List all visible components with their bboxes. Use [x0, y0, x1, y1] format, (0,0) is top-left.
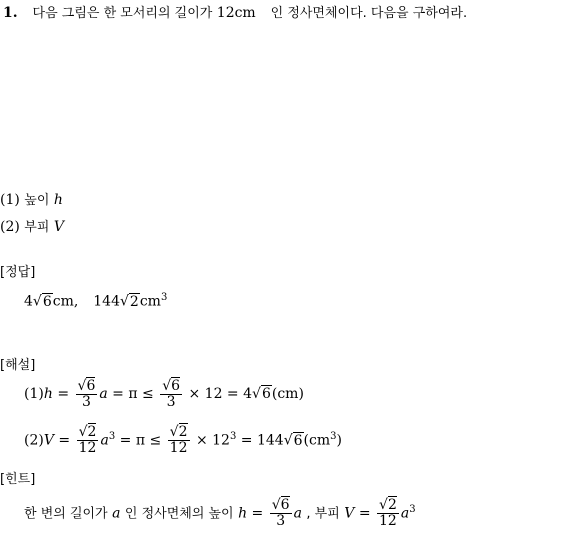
- hint-h-a: a: [293, 505, 302, 522]
- part-1-label: (1): [0, 192, 20, 208]
- expl-2-label: (2): [24, 432, 44, 449]
- expl-1-mid: = π ≤: [112, 386, 154, 402]
- part-2-text: 부피: [24, 220, 50, 235]
- expl-2-frac2-den: 12: [169, 440, 188, 457]
- expl-1-var: h: [43, 386, 53, 402]
- expl-1-unit: (cm): [271, 386, 304, 402]
- answer-2-exp: 3: [160, 292, 168, 303]
- answer-1-radicand: 6: [42, 293, 52, 310]
- question-number: 1.: [3, 5, 18, 21]
- hint-h-frac: $\frac{√6}{3}$: [271, 497, 290, 530]
- hint-v-frac-rad: 2: [387, 497, 397, 514]
- expl-2-a: a: [100, 432, 109, 449]
- expl-1-tail-rad: 6: [261, 386, 271, 402]
- question-text-2: 인 정사면체이다. 다음을 구하여라.: [270, 6, 468, 21]
- question-line: [3, 4, 467, 23]
- hint-v: V: [344, 505, 355, 522]
- answer-header: [정답]: [0, 265, 36, 280]
- hint-h: h: [238, 505, 248, 522]
- hint-h-frac-den: 3: [276, 513, 286, 530]
- hint-v-frac-den: 12: [379, 513, 397, 530]
- part-1-text: 높이: [24, 193, 50, 208]
- expl-2-eq: = 144: [240, 432, 284, 449]
- expl-2-times: × 12: [195, 432, 230, 449]
- part-1-var: h: [53, 192, 63, 208]
- expl-1-a: a: [99, 386, 108, 402]
- expl-2-frac2: $\frac{√2}{12}$: [169, 424, 188, 457]
- answer-2-radicand: 2: [129, 293, 139, 310]
- hint-text-3: , 부피: [306, 506, 340, 522]
- expl-1-frac2: $\frac{√6}{3}$: [162, 377, 181, 410]
- answer-line: [24, 289, 167, 311]
- explanation-line-1: (1)h = $\frac{√6}{3}$ a = π ≤ $\frac{√6}{3}$ × 12 = 4√6(cm): [24, 377, 304, 410]
- explanation-header: [해설]: [0, 358, 36, 373]
- expl-2-mid: = π ≤: [119, 432, 162, 449]
- expl-2-frac2-rad: 2: [178, 424, 188, 441]
- hint-line: 한 변의 길이가 a 인 정사면체의 높이 h = $\frac{√6}{3}$ a , 부피 V = $\frac{√2}{12}$ $a^3$: [24, 497, 416, 530]
- expl-1-frac: $\frac{√6}{3}$: [77, 377, 96, 410]
- explanation-line-2: (2)V = $\frac{√2}{12}$ $a^3 = \pi$ ≤ $\frac{√2}{12}$ × $12^3 = 144√6(cm^3)$: [24, 424, 342, 457]
- expl-2-unit-exp: 3: [330, 431, 337, 442]
- part-2: [0, 218, 64, 237]
- part-2-var: V: [53, 219, 64, 235]
- hint-v-frac: $\frac{√2}{12}$: [379, 497, 397, 530]
- expl-1-label: (1): [24, 386, 44, 402]
- hint-h-frac-rad: 6: [280, 497, 290, 514]
- hint-text-2: 인 정사면체의 높이: [124, 506, 234, 522]
- answer-1-coef: 4: [24, 293, 33, 310]
- expl-1-frac-den: 3: [81, 393, 91, 410]
- expl-2-tail-rad: 6: [293, 432, 303, 449]
- expl-1-frac2-den: 3: [166, 393, 176, 410]
- question-text-1: 다음 그림은 한 모서리의 길이가: [32, 6, 213, 21]
- answer-1-sqrt: √6: [32, 293, 52, 310]
- expl-2-frac-den: 12: [78, 440, 97, 457]
- expl-2-unit: (cm: [303, 432, 331, 449]
- expl-2-frac-rad: 2: [87, 424, 97, 441]
- part-2-label: (2): [0, 219, 20, 235]
- hint-header: [힌트]: [0, 472, 36, 487]
- expl-1-frac-rad: 6: [86, 377, 96, 394]
- expl-1-tail: × 12 = 4: [188, 386, 253, 402]
- hint-v-exp: 3: [409, 504, 416, 515]
- expl-2-frac: $\frac{√2}{12}$: [78, 424, 97, 457]
- expl-2-var: V: [43, 432, 54, 449]
- answer-2-unit: cm: [139, 293, 161, 310]
- question-length: 12cm: [216, 5, 256, 21]
- answer-1-unit: cm,: [52, 293, 79, 310]
- expl-2-times-exp: 3: [229, 431, 237, 442]
- part-1: [0, 191, 63, 210]
- expl-1-frac2-rad: 6: [171, 377, 181, 394]
- hint-v-a: a: [400, 505, 410, 522]
- answer-2-sqrt: √2: [119, 293, 139, 310]
- expl-2-unit-close: ): [336, 432, 342, 449]
- answer-2-coef: 144: [93, 293, 120, 310]
- hint-a: a: [112, 505, 121, 522]
- hint-text-1: 한 변의 길이가: [24, 506, 108, 522]
- expl-2-a-exp: 3: [108, 431, 116, 442]
